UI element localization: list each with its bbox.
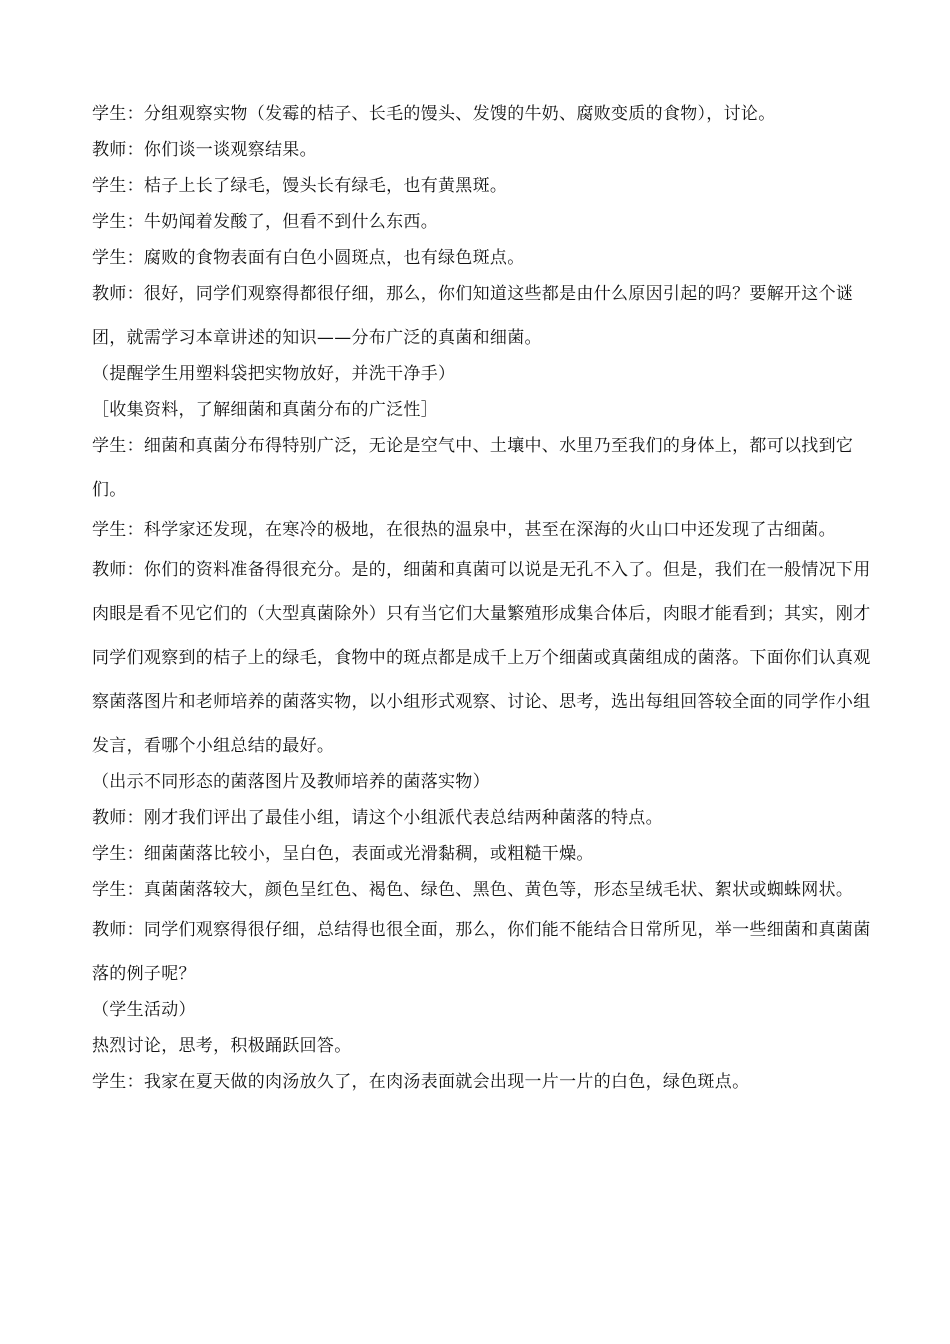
paragraph-15: 学生：真菌菌落较大，颜色呈红色、褐色、绿色、黑色、黄色等，形态呈绒毛状、絮状或蜘蛛网状。 (92, 880, 854, 900)
paragraph-13: 教师：刚才我们评出了最佳小组，请这个小组派代表总结两种菌落的特点。 (92, 808, 663, 828)
paragraph-4: 学生：牛奶闻着发酸了，但看不到什么东西。 (92, 212, 438, 232)
paragraph-8: ［收集资料，了解细菌和真菌分布的广泛性］ (92, 400, 438, 420)
paragraph-12: （出示不同形态的菌落图片及教师培养的菌落实物） (92, 772, 490, 792)
document-body (92, 96, 882, 1100)
paragraph-7: （提醒学生用塑料袋把实物放好，并洗干净手） (92, 364, 456, 384)
paragraph-14: 学生：细菌菌落比较小，呈白色，表面或光滑黏稠，或粗糙干燥。 (92, 844, 594, 864)
paragraph-1: 学生：分组观察实物（发霉的桔子、长毛的馒头、发馊的牛奶、腐败变质的食物），讨论。 (92, 104, 776, 124)
paragraph-6: 教师：很好，同学们观察得都很仔细，那么，你们知道这些都是由什么原因引起的吗？要解开这个谜团，就需学习本章讲述的知识——分布广泛的真菌和细菌。 (92, 284, 854, 348)
paragraph-2: 教师：你们谈一谈观察结果。 (92, 140, 317, 160)
paragraph-18: 热烈讨论，思考，积极踊跃回答。 (92, 1036, 352, 1056)
paragraph-19: 学生：我家在夏天做的肉汤放久了，在肉汤表面就会出现一片一片的白色，绿色斑点。 (92, 1072, 750, 1092)
paragraph-17: （学生活动） (92, 1000, 196, 1020)
paragraph-10: 学生：科学家还发现，在寒冷的极地，在很热的温泉中，甚至在深海的火山口中还发现了古细菌。 (92, 520, 836, 540)
paragraph-3: 学生：桔子上长了绿毛，馒头长有绿毛，也有黄黑斑。 (92, 176, 508, 196)
paragraph-11: 教师：你们的资料准备得很充分。是的，细菌和真菌可以说是无孔不入了。但是，我们在一般情况下用肉眼是看不见它们的（大型真菌除外）只有当它们大量繁殖形成集合体后，肉眼才能看到；其实，刚才同学们观察到的桔子上的绿毛，食物中的斑点都是成千上万个细菌或真菌组成的菌落。下面你们认真观察菌落图片和老师培养的菌落实物，以小组形式观察、讨论、思考，选出每组回答较全面的同学作小组发言，看哪个小组总结的最好。 (92, 560, 871, 756)
paragraph-9: 学生：细菌和真菌分布得特别广泛，无论是空气中、土壤中、水里乃至我们的身体上，都可以找到它们。 (92, 436, 854, 500)
paragraph-16: 教师：同学们观察得很仔细，总结得也很全面，那么，你们能不能结合日常所见，举一些细菌和真菌菌落的例子呢？ (92, 920, 871, 984)
paragraph-5: 学生：腐败的食物表面有白色小圆斑点，也有绿色斑点。 (92, 248, 525, 268)
